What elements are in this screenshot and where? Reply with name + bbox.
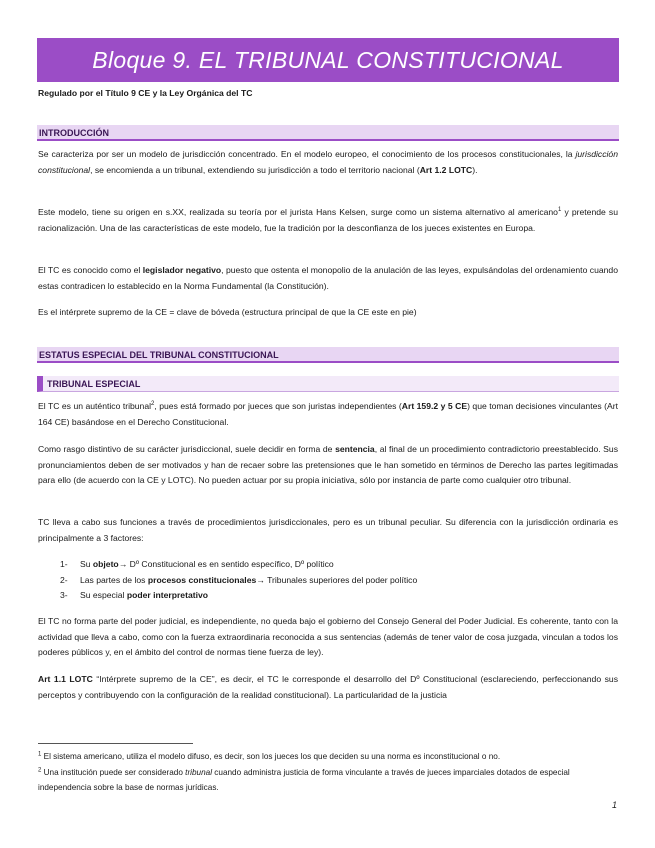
footnote-ref-1: 1 — [557, 207, 562, 214]
section-heading-estatus: ESTATUS ESPECIAL DEL TRIBUNAL CONSTITUCIONAL — [37, 347, 619, 363]
footnote-ref-2: 2 — [151, 401, 155, 408]
list-item: 2- Las partes de los procesos constitucionales→ Tribunales superiores del poder político — [60, 574, 418, 585]
page-title: Bloque 9. EL TRIBUNAL CONSTITUCIONAL — [37, 38, 619, 82]
tribunal-paragraph-2: Como rasgo distintivo de su carácter jurisdiccional, suele decidir en forma de sentencia, al final de un procedimiento contradictorio preestablecido. Sus pronunciamientos deben de ser motivados y han de recaer sobre las pretensiones que le han sometido en términos de Derecho las partes legitimadas para ello (de acuerdo con la CE y LOTC). No pueden actuar por su propia iniciativa, sólo por instancia de parte como cualquier otro tribunal. — [38, 444, 618, 485]
section-heading-introduccion: INTRODUCCIÓN — [37, 125, 619, 141]
tribunal-paragraph-1: El TC es un auténtico tribunal$^2$, pues está formado por jueces que son juristas independientes (Art 159.2 y 5 CE) que toman decisiones vinculantes (Art 164 CE) basándose en el Derecho Constitucional. — [38, 401, 618, 427]
intro-paragraph-3: El TC es conocido como el legislador negativo, puesto que ostenta el monopolio de la anulación de las leyes, expulsándolas del ordenamiento cuando estas contradicen lo establecido en la Norma Fundamental (la Constitución). — [38, 265, 618, 291]
list-item: 1- Su objeto→ Dº Constitucional es en sentido específico, Dº político — [60, 559, 334, 569]
intro-paragraph-4: Es el intérprete supremo de la CE = clave de bóveda (estructura principal de que la CE este en pie) — [38, 307, 417, 317]
arrow-icon: → — [118, 559, 128, 569]
footnote-1: $^1$ El sistema americano, utiliza el modelo difuso, es decir, son los jueces los que deciden su una norma es inconstitucional o no. — [38, 751, 501, 761]
list-item: 3- Su especial poder interpretativo — [60, 590, 209, 600]
arrow-icon: → — [256, 574, 265, 585]
intro-paragraph-2: Este modelo, tiene su origen en s.XX, realizada su teoría por el jurista Hans Kelsen, surge como un sistema alternativo al americano$^1$ y pretende su racionalización. Una de las características de este modelo, fue la tradición por la desconfianza de los jueces existentes en Europa. — [38, 207, 618, 233]
tribunal-paragraph-5: Art 1.1 LOTC “Intérprete supremo de la CE”, es decir, el TC le corresponde el desarrollo del Dº Constitucional (esclareciendo, perfeccionando sus perceptos y contribuyendo con la configuración de la realidad constitucional). La particularidad de la justicia — [38, 674, 618, 700]
tribunal-paragraph-4: El TC no forma parte del poder judicial, es independiente, no queda bajo el gobierno del Consejo General del Poder Judicial. Es coherente, tanto con la actividad que lleva a cabo, como con la fuerza extraordinaria reconocida a sus sentencias (además de tener valor de cosa juzgada, vinculan a todos los poderes públicos y, en el ámbito del control de normas tiene fuerza de ley). — [38, 616, 618, 657]
intro-paragraph-1: Se caracteriza por ser un modelo de jurisdicción concentrado. En el modelo europeo, el conocimiento de los procesos constitucionales, la jurisdicción constitucional, se encomienda a un tribunal, extendiendo su jurisdicción a todo el territorio nacional (Art 1.2 LOTC). — [38, 149, 618, 175]
subtitle: Regulado por el Título 9 CE y la Ley Orgánica del TC — [38, 88, 253, 98]
tribunal-paragraph-3: TC lleva a cabo sus funciones a través de procedimientos jurisdiccionales, pero es un tribunal peculiar. Su diferencia con la jurisdicción ordinaria es principalmente a 3 factores: — [38, 517, 618, 543]
subsection-heading-tribunal-especial: TRIBUNAL ESPECIAL — [37, 376, 619, 392]
page-number: 1 — [612, 800, 618, 810]
footnote-divider — [38, 743, 193, 744]
factors-list — [60, 557, 600, 604]
footnote-2: $^2$ Una institución puede ser considerado tribunal cuando administra justicia de forma vinculante a través de jueces imparciales dotados de especial independencia sobre la base de normas jurídicas. — [38, 767, 570, 792]
